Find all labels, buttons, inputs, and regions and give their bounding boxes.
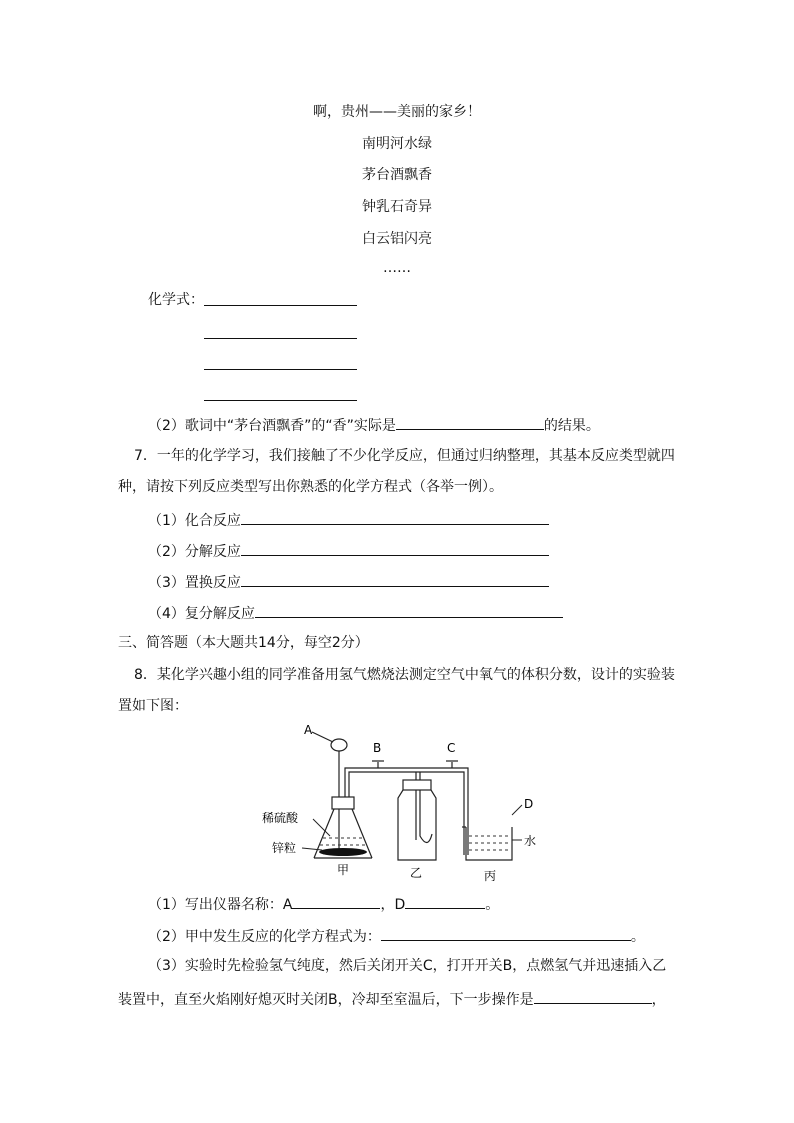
poem-line: 白云铝闪亮 bbox=[362, 231, 432, 247]
formula-label: 化学式： bbox=[148, 292, 204, 308]
q6-part2-prefix: （2）歌词中“茅台酒飘香”的“香”实际是 bbox=[148, 418, 396, 434]
label-jia: 甲 bbox=[337, 863, 350, 877]
poem-line: 南明河水绿 bbox=[362, 136, 432, 152]
q8-p3-prefix: 装置中，直至火焰刚好熄灭时关闭B，冷却至室温后，下一步操作是 bbox=[118, 992, 534, 1008]
label-water: 水 bbox=[524, 834, 537, 848]
label-b: B bbox=[373, 741, 382, 755]
poem-line: 茅台酒飘香 bbox=[362, 167, 432, 183]
q8-p1-mid: ，D bbox=[380, 897, 406, 913]
q7-item-label: （3）置换反应 bbox=[148, 575, 241, 591]
q8-part2 bbox=[148, 925, 645, 947]
q8-part3-line1: （3）实验时先检验氢气纯度，然后关闭开关C，打开开关B，点燃氢气并迅速插入乙 bbox=[148, 958, 667, 974]
q8-p2-prefix: （2）甲中发生反应的化学方程式为： bbox=[148, 929, 381, 945]
section3-heading: 三、简答题（本大题共14分，每空2分） bbox=[118, 635, 369, 651]
next-step-blank[interactable] bbox=[534, 988, 652, 1004]
label-zinc: 锌粒 bbox=[272, 841, 297, 855]
q7-item-label: （4）复分解反应 bbox=[148, 606, 255, 622]
q7-stem-line2: 种，请按下列反应类型写出你熟悉的化学方程式（各举一例）。 bbox=[118, 479, 503, 495]
q7-stem-line1: 7．一年的化学学习，我们接触了不少化学反应，但通过归纳整理，其基本反应类型就四 bbox=[134, 448, 675, 464]
q8-p2-suffix: 。 bbox=[630, 929, 645, 945]
q6-part2-suffix: 的结果。 bbox=[543, 418, 600, 434]
label-a: A bbox=[304, 723, 313, 737]
instrument-d-blank[interactable] bbox=[405, 893, 485, 909]
instrument-a-blank[interactable] bbox=[292, 893, 380, 909]
label-bing: 丙 bbox=[484, 869, 497, 883]
q8-part3-line2 bbox=[118, 988, 666, 1010]
q8-p1-suffix: 。 bbox=[485, 897, 500, 913]
q8-stem-line2: 置如下图： bbox=[118, 698, 188, 714]
label-yi: 乙 bbox=[410, 866, 423, 880]
poem-ellipsis: …… bbox=[383, 260, 411, 276]
q8-p3-suffix: ， bbox=[651, 992, 666, 1008]
q8-stem-line1: 8．某化学兴趣小组的同学准备用氢气燃烧法测定空气中氧气的体积分数，设计的实验装 bbox=[134, 667, 675, 683]
label-d: D bbox=[524, 797, 534, 811]
q7-item-label: （2）分解反应 bbox=[148, 544, 241, 560]
q8-p1-prefix: （1）写出仪器名称：A bbox=[148, 897, 293, 913]
poem-title: 啊，贵州——美丽的家乡！ bbox=[313, 104, 481, 120]
q8-part1 bbox=[148, 893, 499, 915]
label-c: C bbox=[447, 741, 456, 755]
q7-item-label: （1）化合反应 bbox=[148, 513, 241, 529]
equation-blank[interactable] bbox=[381, 925, 631, 941]
label-acid: 稀硫酸 bbox=[262, 811, 299, 825]
poem-line: 钟乳石奇异 bbox=[362, 199, 432, 215]
